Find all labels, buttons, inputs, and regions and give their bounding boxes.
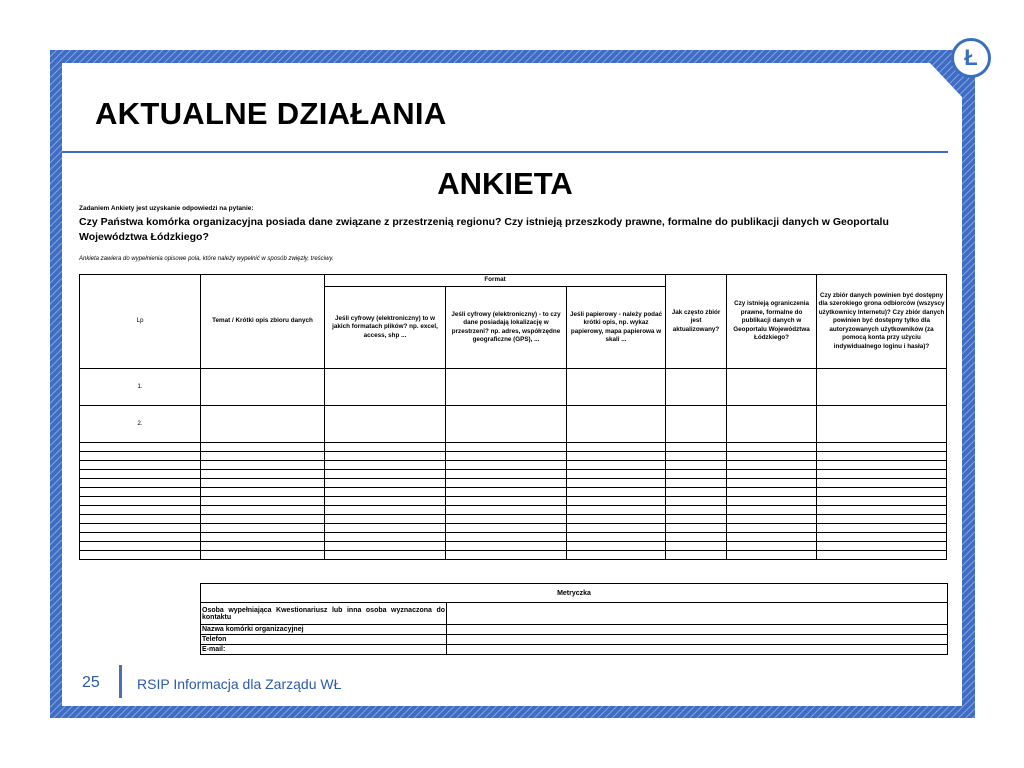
document-title: ANKIETA bbox=[437, 166, 573, 201]
table-cell[interactable] bbox=[80, 515, 201, 524]
table-cell[interactable] bbox=[727, 461, 817, 470]
table-cell[interactable] bbox=[201, 524, 325, 533]
table-cell[interactable] bbox=[80, 488, 201, 497]
header-availability: Czy zbiór danych powinien być dostępny dla szerokiego grona odbiorców (wszyscy użytkownicy Internetu)? Czy zbiór danych powinien być dostępny tylko dla autoryzowanych użytkowników (za pomocą konta przy użyciu indywidualnego loginu i hasła)? bbox=[817, 275, 947, 369]
table-cell[interactable] bbox=[567, 506, 666, 515]
table-cell[interactable] bbox=[727, 488, 817, 497]
metryczka-label-phone: Telefon bbox=[201, 635, 447, 645]
table-cell[interactable] bbox=[80, 452, 201, 461]
table-cell[interactable] bbox=[817, 461, 947, 470]
table-cell[interactable] bbox=[325, 369, 446, 406]
table-cell[interactable] bbox=[666, 369, 727, 406]
table-cell[interactable] bbox=[446, 506, 567, 515]
table-cell[interactable] bbox=[666, 488, 727, 497]
table-cell[interactable] bbox=[325, 533, 446, 542]
footer-divider bbox=[119, 665, 122, 698]
table-cell[interactable] bbox=[817, 515, 947, 524]
table-cell[interactable] bbox=[446, 479, 567, 488]
metryczka-label-unit: Nazwa komórki organizacyjnej bbox=[201, 625, 447, 635]
table-cell[interactable] bbox=[817, 533, 947, 542]
table-cell[interactable] bbox=[80, 479, 201, 488]
table-cell[interactable] bbox=[446, 551, 567, 560]
table-cell[interactable] bbox=[446, 524, 567, 533]
table-cell[interactable] bbox=[325, 524, 446, 533]
table-cell[interactable] bbox=[446, 452, 567, 461]
table-cell[interactable] bbox=[567, 533, 666, 542]
table-cell[interactable] bbox=[446, 533, 567, 542]
table-row bbox=[80, 479, 947, 488]
page-number: 25 bbox=[82, 674, 100, 691]
table-cell[interactable] bbox=[666, 470, 727, 479]
table-cell[interactable] bbox=[666, 524, 727, 533]
table-cell[interactable] bbox=[80, 533, 201, 542]
table-row bbox=[80, 533, 947, 542]
table-cell[interactable] bbox=[817, 551, 947, 560]
table-cell[interactable] bbox=[817, 506, 947, 515]
table-cell[interactable] bbox=[727, 406, 817, 443]
table-cell[interactable] bbox=[567, 524, 666, 533]
table-cell[interactable] bbox=[567, 452, 666, 461]
table-cell[interactable] bbox=[201, 406, 325, 443]
document-note: Ankieta zawiera do wypełnienia opisowe pola, które należy wypełnić w sposób zwięzły, treściwy. bbox=[79, 256, 334, 262]
table-cell[interactable] bbox=[666, 479, 727, 488]
table-cell[interactable] bbox=[201, 369, 325, 406]
table-cell[interactable] bbox=[446, 443, 567, 452]
table-cell[interactable] bbox=[817, 406, 947, 443]
row-number: 2. bbox=[80, 406, 201, 443]
table-cell[interactable] bbox=[201, 542, 325, 551]
table-cell[interactable] bbox=[727, 524, 817, 533]
table-cell[interactable] bbox=[201, 551, 325, 560]
table-cell[interactable] bbox=[666, 533, 727, 542]
header-format: Format bbox=[325, 275, 666, 287]
table-cell[interactable] bbox=[817, 369, 947, 406]
table-cell[interactable] bbox=[567, 461, 666, 470]
table-cell[interactable] bbox=[325, 406, 446, 443]
table-cell[interactable] bbox=[80, 551, 201, 560]
table-cell[interactable] bbox=[567, 479, 666, 488]
header-format-digital-files: Jeśli cyfrowy (elektroniczny) to w jakich formatach plików? np. excel, access, shp ... bbox=[325, 287, 446, 369]
table-cell[interactable] bbox=[201, 488, 325, 497]
header-lp: Lp bbox=[80, 275, 201, 369]
table-cell[interactable] bbox=[817, 524, 947, 533]
table-cell[interactable] bbox=[201, 470, 325, 479]
table-cell[interactable] bbox=[446, 461, 567, 470]
table-cell[interactable] bbox=[201, 533, 325, 542]
table-cell[interactable] bbox=[325, 479, 446, 488]
logo-icon: Ł bbox=[951, 38, 991, 78]
table-cell[interactable] bbox=[666, 542, 727, 551]
table-row bbox=[80, 406, 947, 443]
table-cell[interactable] bbox=[817, 488, 947, 497]
table-cell[interactable] bbox=[325, 542, 446, 551]
table-cell[interactable] bbox=[567, 515, 666, 524]
table-row bbox=[80, 488, 947, 497]
table-cell[interactable] bbox=[80, 497, 201, 506]
table-cell[interactable] bbox=[727, 470, 817, 479]
table-cell[interactable] bbox=[567, 551, 666, 560]
table-cell[interactable] bbox=[817, 542, 947, 551]
table-cell[interactable] bbox=[727, 479, 817, 488]
table-cell[interactable] bbox=[727, 369, 817, 406]
table-cell[interactable] bbox=[727, 515, 817, 524]
table-cell[interactable] bbox=[325, 515, 446, 524]
table-row bbox=[80, 443, 947, 452]
table-cell[interactable] bbox=[666, 461, 727, 470]
table-row bbox=[80, 461, 947, 470]
metryczka-input-email[interactable] bbox=[447, 645, 948, 655]
survey-table bbox=[79, 274, 947, 560]
table-cell[interactable] bbox=[817, 452, 947, 461]
metryczka-table bbox=[200, 583, 948, 655]
table-cell[interactable] bbox=[817, 443, 947, 452]
table-cell[interactable] bbox=[201, 452, 325, 461]
metryczka-input-phone[interactable] bbox=[447, 635, 948, 645]
table-row bbox=[80, 506, 947, 515]
table-row bbox=[80, 497, 947, 506]
table-cell[interactable] bbox=[80, 470, 201, 479]
table-cell[interactable] bbox=[325, 497, 446, 506]
table-row bbox=[80, 515, 947, 524]
table-cell[interactable] bbox=[325, 452, 446, 461]
header-topic: Temat / Krótki opis zbioru danych bbox=[201, 275, 325, 369]
table-cell[interactable] bbox=[80, 524, 201, 533]
row-number: 1. bbox=[80, 369, 201, 406]
table-cell[interactable] bbox=[201, 497, 325, 506]
table-cell[interactable] bbox=[446, 369, 567, 406]
table-cell[interactable] bbox=[666, 515, 727, 524]
table-cell[interactable] bbox=[325, 470, 446, 479]
metryczka-input-unit[interactable] bbox=[447, 625, 948, 635]
table-cell[interactable] bbox=[80, 506, 201, 515]
metryczka-label-contact: Osoba wypełniająca Kwestionariusz lub inna osoba wyznaczona do kontaktu bbox=[201, 603, 447, 625]
table-row bbox=[80, 369, 947, 406]
table-cell[interactable] bbox=[80, 443, 201, 452]
table-cell[interactable] bbox=[201, 443, 325, 452]
table-cell[interactable] bbox=[666, 406, 727, 443]
table-cell[interactable] bbox=[446, 470, 567, 479]
table-row bbox=[80, 542, 947, 551]
table-row bbox=[80, 452, 947, 461]
table-row bbox=[80, 551, 947, 560]
table-cell[interactable] bbox=[567, 443, 666, 452]
table-cell[interactable] bbox=[567, 488, 666, 497]
table-cell[interactable] bbox=[567, 470, 666, 479]
metryczka-label-email: E-mail: bbox=[201, 645, 447, 655]
footer-text: RSIP Informacja dla Zarządu WŁ bbox=[137, 676, 342, 692]
table-cell[interactable] bbox=[325, 506, 446, 515]
table-cell[interactable] bbox=[817, 479, 947, 488]
table-cell[interactable] bbox=[325, 488, 446, 497]
table-cell[interactable] bbox=[727, 533, 817, 542]
table-cell[interactable] bbox=[727, 443, 817, 452]
header-restrictions: Czy istnieją ograniczenia prawne, formalne do publikacji danych w Geoportalu Województwa Łódzkiego? bbox=[727, 275, 817, 369]
table-cell[interactable] bbox=[727, 551, 817, 560]
table-row bbox=[80, 470, 947, 479]
table-cell[interactable] bbox=[80, 461, 201, 470]
table-cell[interactable] bbox=[201, 515, 325, 524]
table-cell[interactable] bbox=[567, 406, 666, 443]
table-cell[interactable] bbox=[201, 479, 325, 488]
header-format-paper: Jeśli papierowy - należy podać krótki opis, np. wykaz papierowy, mapa papierowa w skali ... bbox=[567, 287, 666, 369]
table-cell[interactable] bbox=[727, 452, 817, 461]
table-cell[interactable] bbox=[727, 542, 817, 551]
table-cell[interactable] bbox=[666, 551, 727, 560]
table-cell[interactable] bbox=[567, 497, 666, 506]
table-cell[interactable] bbox=[446, 497, 567, 506]
table-cell[interactable] bbox=[666, 497, 727, 506]
document-area bbox=[62, 158, 948, 662]
table-cell[interactable] bbox=[817, 497, 947, 506]
table-cell[interactable] bbox=[446, 515, 567, 524]
table-cell[interactable] bbox=[446, 488, 567, 497]
table-cell[interactable] bbox=[325, 551, 446, 560]
table-cell[interactable] bbox=[817, 470, 947, 479]
table-cell[interactable] bbox=[666, 506, 727, 515]
header-frequency: Jak często zbiór jest aktualizowany? bbox=[666, 275, 727, 369]
document-intro: Zadaniem Ankiety jest uzyskanie odpowiedzi na pytanie: bbox=[79, 205, 254, 212]
table-cell[interactable] bbox=[325, 443, 446, 452]
metryczka-title: Metryczka bbox=[201, 584, 948, 603]
table-cell[interactable] bbox=[567, 542, 666, 551]
table-cell[interactable] bbox=[666, 452, 727, 461]
table-cell[interactable] bbox=[567, 369, 666, 406]
table-cell[interactable] bbox=[446, 406, 567, 443]
table-cell[interactable] bbox=[727, 497, 817, 506]
table-cell[interactable] bbox=[666, 443, 727, 452]
metryczka-input-contact[interactable] bbox=[447, 603, 948, 625]
survey-question: Czy Państwa komórka organizacyjna posiada dane związane z przestrzenią regionu? Czy istnieją przeszkody prawne, formalne do publikacji danych w Geoportalu Województwa Łódzkiego? bbox=[79, 216, 889, 243]
table-cell[interactable] bbox=[727, 506, 817, 515]
table-cell[interactable] bbox=[80, 542, 201, 551]
header-format-digital-location: Jeśli cyfrowy (elektroniczny) - to czy dane posiadają lokalizację w przestrzeni? np. adres, współrzędne geograficzne (GPS), ... bbox=[446, 287, 567, 369]
table-cell[interactable] bbox=[446, 542, 567, 551]
table-cell[interactable] bbox=[201, 506, 325, 515]
table-cell[interactable] bbox=[201, 461, 325, 470]
table-row bbox=[80, 524, 947, 533]
table-cell[interactable] bbox=[325, 461, 446, 470]
slide-title: AKTUALNE DZIAŁANIA bbox=[95, 96, 447, 131]
